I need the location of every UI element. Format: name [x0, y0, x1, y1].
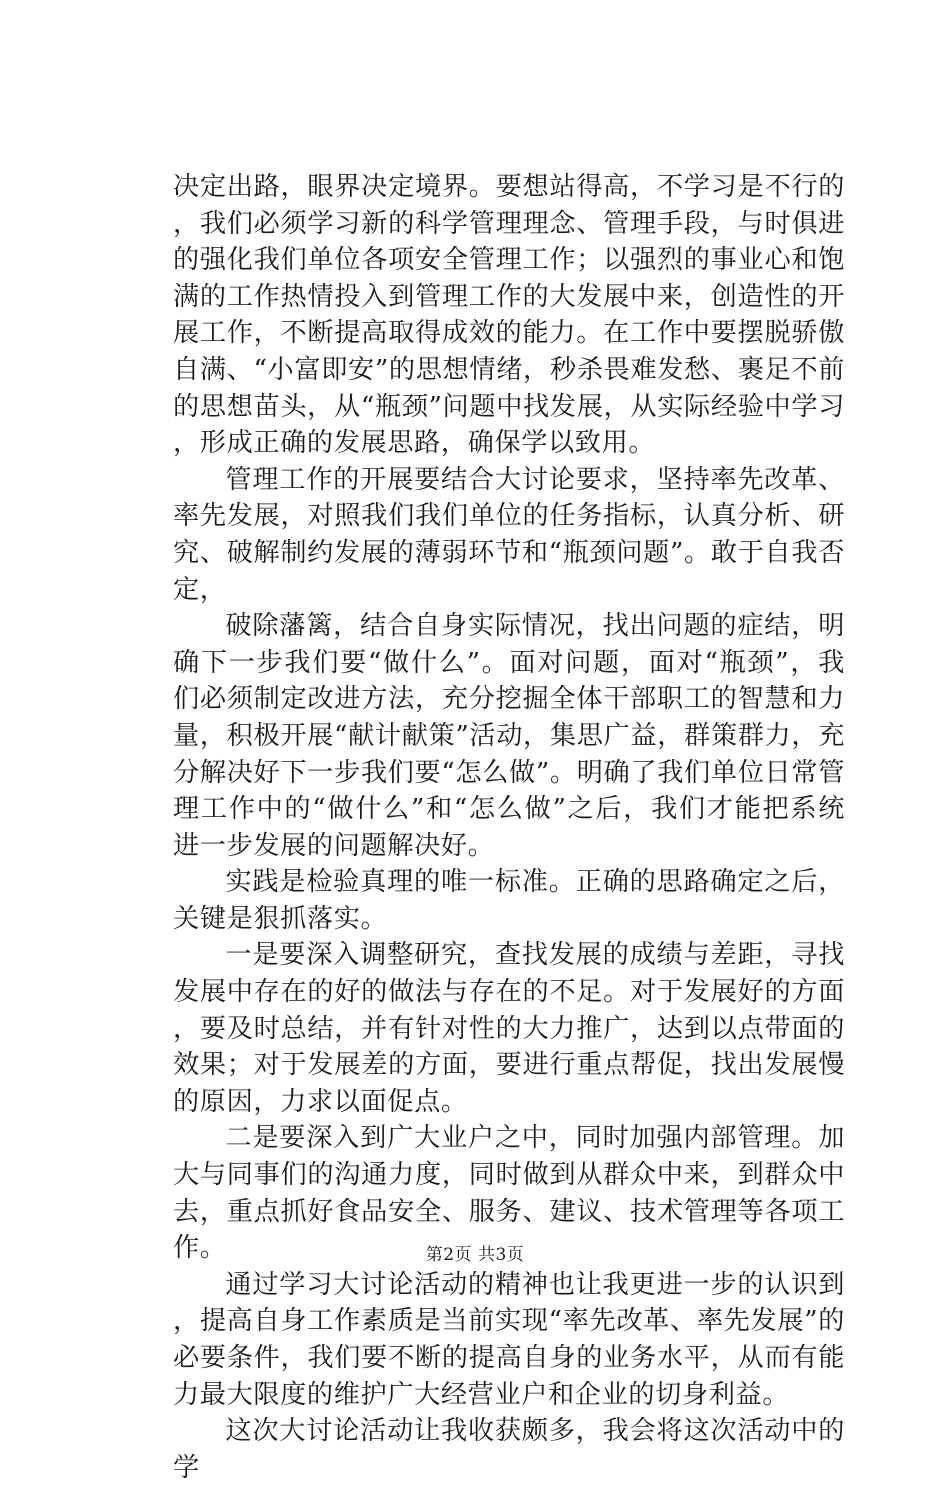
paragraph-2: 管理工作的开展要结合大讨论要求，坚持率先改革、率先发展，对照我们我们单位的任务指标，认真分析、研究、破解制约发展的薄弱环节和“瓶颈问题”。敢于自我否定， — [173, 464, 845, 605]
document-body — [173, 169, 845, 1486]
paragraph-5: 一是要深入调整研究，查找发展的成绩与差距，寻找发展中存在的好的做法与存在的不足。对于发展好的方面，要及时总结，并有针对性的大力推广，达到以点带面的效果；对于发展差的方面，要进行重点帮促，找出发展慢的原因，力求以面促点。 — [173, 940, 845, 1117]
paragraph-6: 二是要深入到广大业户之中，同时加强内部管理。加大与同事们的沟通力度，同时做到从群众中来，到群众中去，重点抓好食品安全、服务、建议、技术管理等各项工作。 — [173, 1123, 845, 1264]
page-number-footer: 第2页 共3页 — [425, 1245, 525, 1265]
paragraph-3: 破除藩篱，结合自身实际情况，找出问题的症结，明确下一步我们要“做什么”。面对问题，面对“瓶颈”，我们必须制定改进方法，充分挖掘全体干部职工的智慧和力量，积极开展“献计献策”活动，集思广益，群策群力，充分解决好下一步我们要“怎么做”。明确了我们单位日常管理工作中的“做什么”和“怎么做”之后，我们才能把系统进一步发展的问题解决好。 — [173, 611, 845, 861]
paragraph-1: 决定出路，眼界决定境界。要想站得高，不学习是不行的，我们必须学习新的科学管理理念、管理手段，与时俱进的强化我们单位各项安全管理工作；以强烈的事业心和饱满的工作热情投入到管理工作的大发展中来，创造性的开展工作，不断提高取得成效的能力。在工作中要摆脱骄傲自满、“小富即安”的思想情绪，秒杀畏难发愁、裹足不前的思想苗头，从“瓶颈”问题中找发展，从实际经验中学习，形成正确的发展思路，确保学以致用。 — [173, 172, 845, 459]
paragraph-8: 这次大讨论活动让我收获颇多，我会将这次活动中的学 — [173, 1416, 845, 1483]
paragraph-4: 实践是检验真理的唯一标准。正确的思路确定之后，关键是狠抓落实。 — [173, 867, 845, 934]
paragraph-7: 通过学习大讨论活动的精神也让我更进一步的认识到，提高自身工作素质是当前实现“率先改革、率先发展”的必要条件，我们要不断的提高自身的业务水平，从而有能力最大限度的维护广大经营业户和企业的切身利益。 — [173, 1269, 845, 1410]
